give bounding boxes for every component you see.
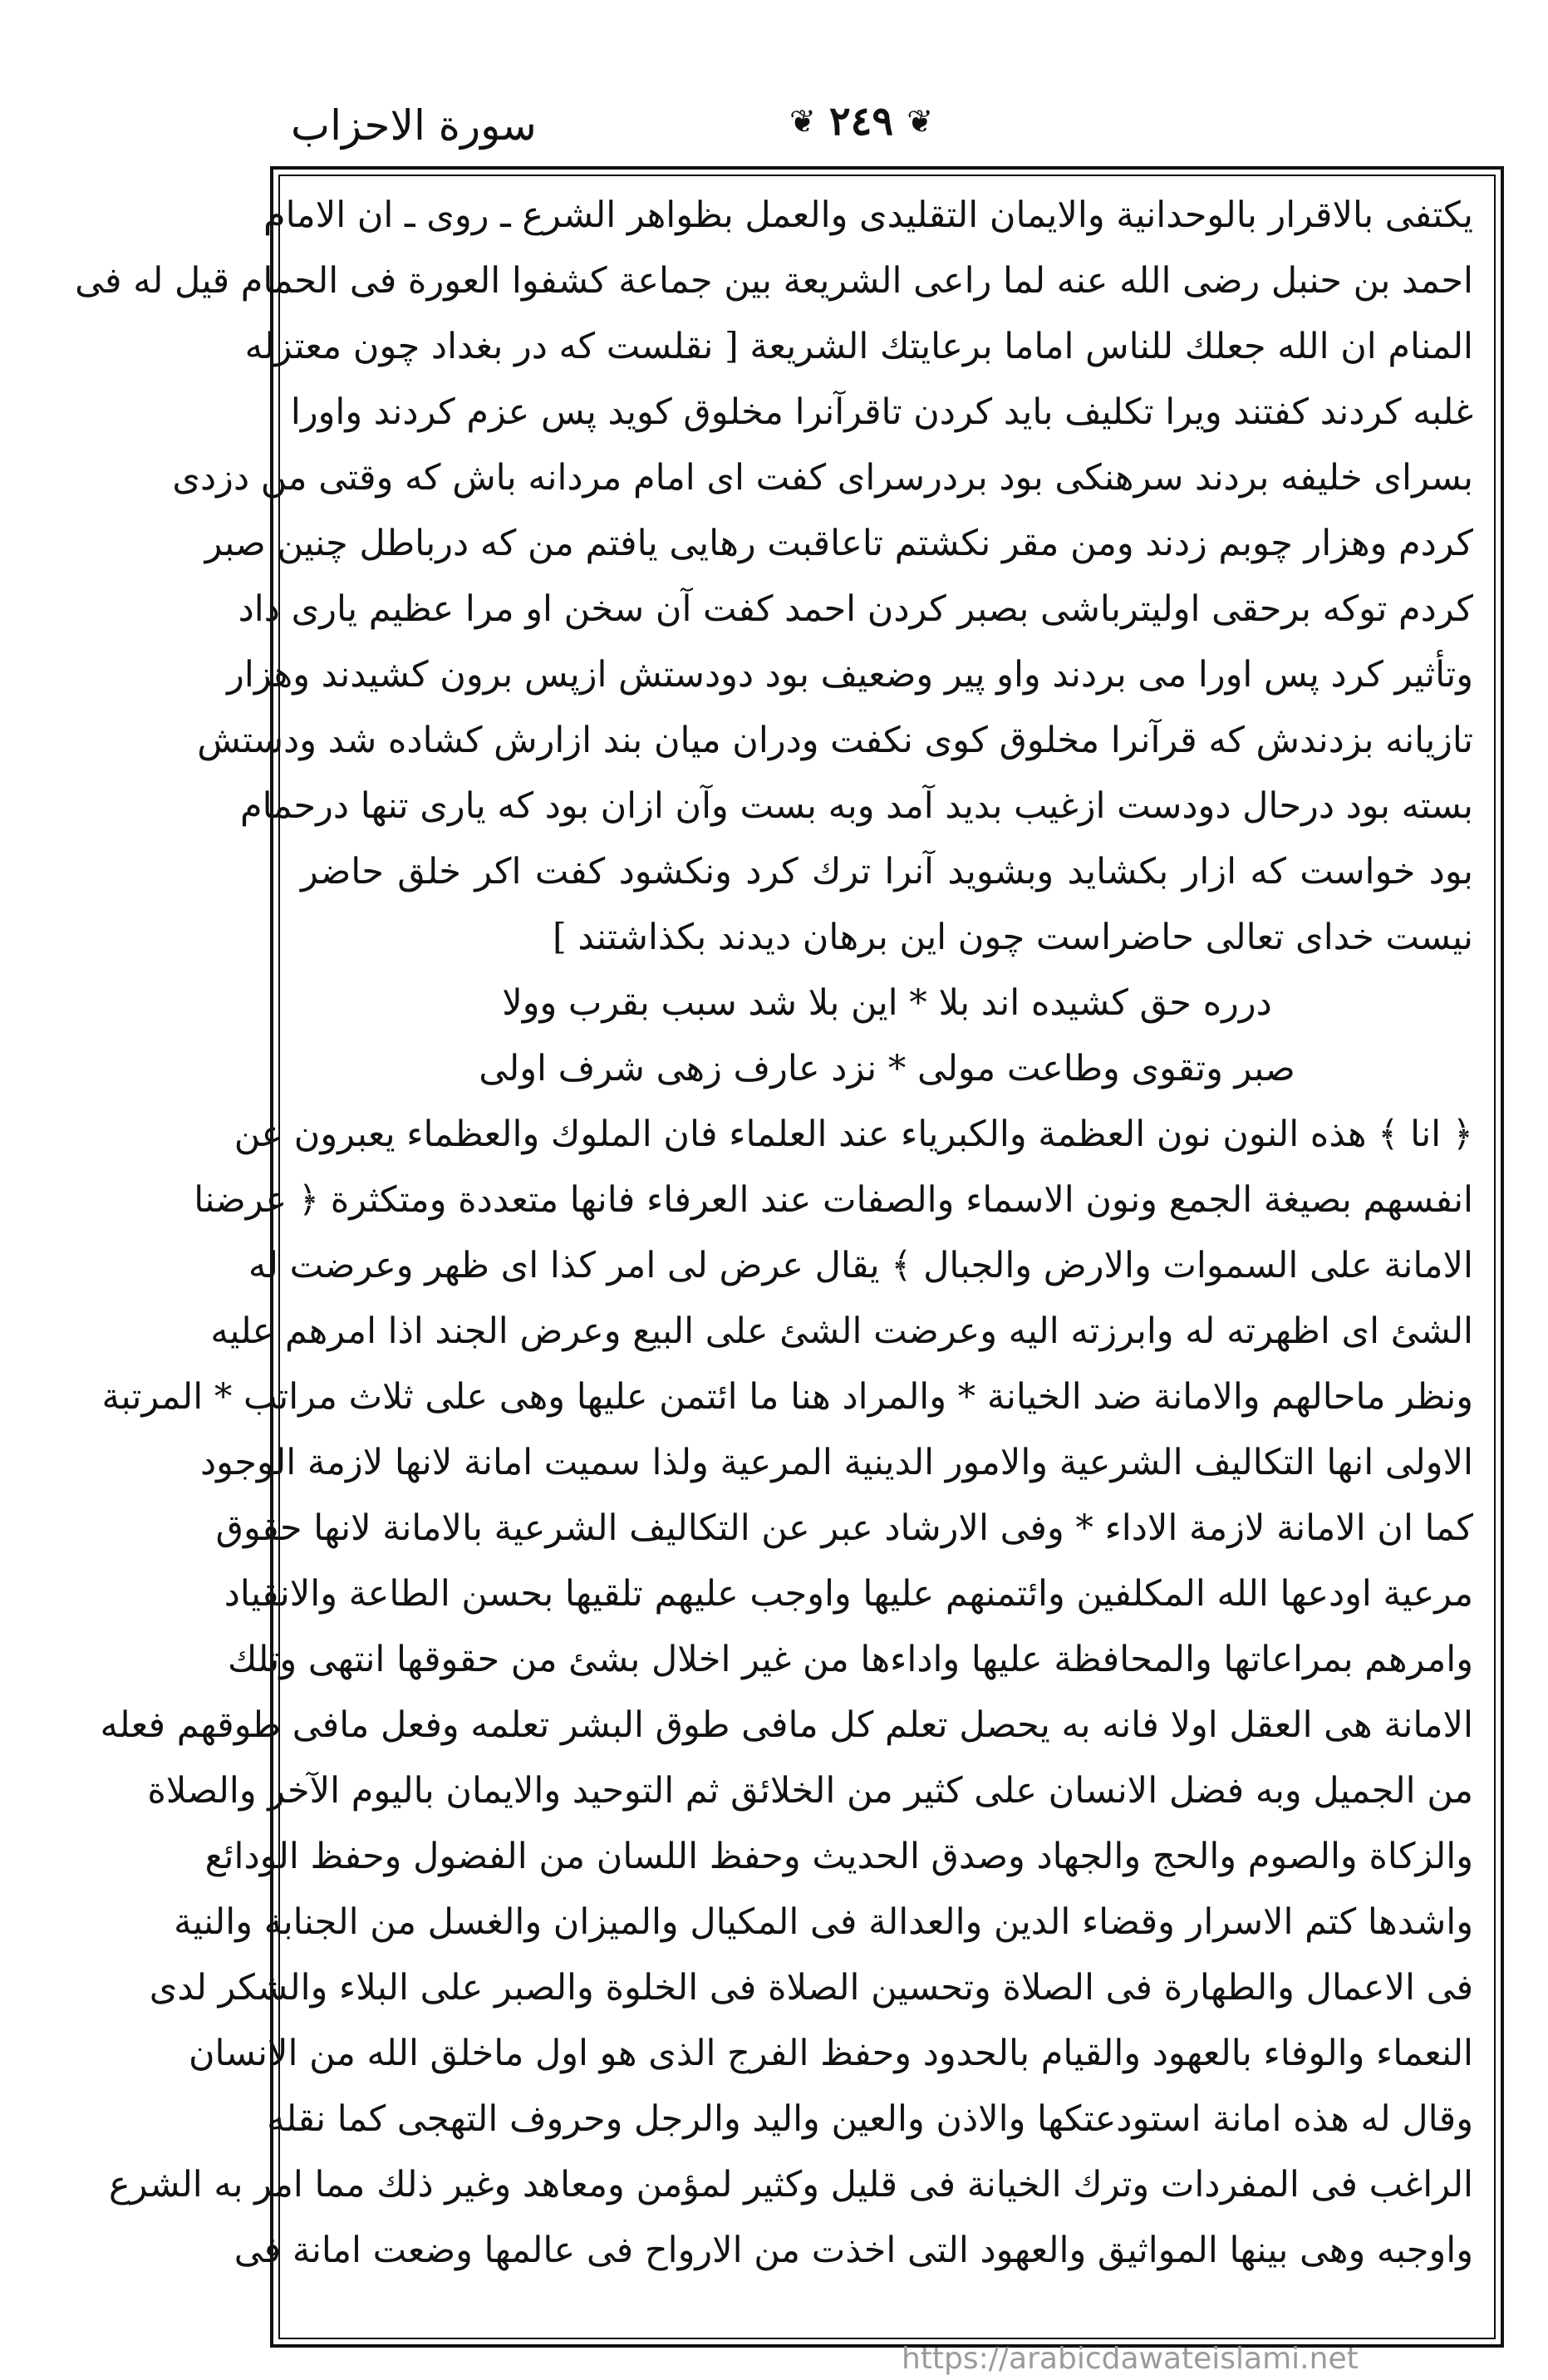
text-line: من الجميل وبه فضل الانسان على كثير من الخلائق ثم التوحيد والايمان باليوم الآخر والصلاة <box>147 1770 1473 1812</box>
text-line: بسته بود درحال دودست ازغيب بديد آمد وبه بست وآن ازان بود كه يارى تنها درحمام <box>239 785 1473 827</box>
text-line: نيست خداى تعالى حاضراست چون اين برهان ديدند بكذاشتند ] <box>552 917 1473 958</box>
source-watermark: https://arabicdawateislami.net <box>902 2342 1359 2376</box>
text-line: كردم توكه برحقى اوليترباشى بصبر كردن احمد كفت آن سخن او مرا عظيم يارى داد <box>238 588 1473 630</box>
text-line: المنام ان الله جعلك للناس اماما برعايتك الشريعة [ نقلست كه در بغداد چون معتزله <box>244 326 1473 367</box>
text-line: الراغب فى المفردات وترك الخيانة فى قليل وكثير لمؤمن ومعاهد وغير ذلك مما امر به الشرع <box>108 2164 1473 2205</box>
text-line: واشدها كتم الاسرار وقضاء الدين والعدالة فى المكيال والميزان والغسل من الجنابة والنية <box>174 1901 1473 1943</box>
text-line: تازيانه بزدندش كه قرآنرا مخلوق كوى نكفت ودران ميان بند ازارش كشاده شد ودستش <box>197 720 1473 761</box>
page-header <box>274 83 1504 166</box>
page-number-group <box>789 98 933 145</box>
text-line: احمد بن حنبل رضى الله عنه لما راعى الشريعة بين جماعة كشفوا العورة فى الحمام قيل له فى <box>75 260 1473 302</box>
text-line: وامرهم بمراعاتها والمحافظة عليها واداءها من غير اخلال بشئ من حقوقها انتهى وتلك <box>227 1639 1473 1680</box>
ornament-icon: ❦ <box>789 103 816 140</box>
text-line: مرعية اودعها الله المكلفين وائتمنهم عليها واوجب عليهم تلقيها بحسن الطاعة والانقياد <box>224 1573 1473 1615</box>
text-line: انفسهم بصيغة الجمع ونون الاسماء والصفات عند العرفاء فانها متعددة ومتكثرة ﴿ عرضنا <box>194 1179 1473 1221</box>
text-line: بود خواست كه ازار بكشايد وبشويد آنرا ترك كرد ونكشود كفت اكر خلق حاضر <box>301 851 1473 893</box>
text-line: فى الاعمال والطهارة فى الصلاة وتحسين الصلاة فى الخلوة والصبر على البلاء والشكر لدى <box>149 1967 1473 2009</box>
text-line: بسراى خليفه بردند سرهنكى بود بردرسراى كفت اى امام مردانه باش كه وقتى من دزدى <box>172 457 1473 499</box>
text-line: كما ان الامانة لازمة الاداء * وفى الارشاد عبر عن التكاليف الشرعية بالامانة لانها حقوق <box>215 1507 1473 1549</box>
text-line: الامانة على السموات والارض والجبال ﴾ يقال عرض لى امر كذا اى ظهر وعرضت له <box>248 1245 1473 1286</box>
text-line: وقال له هذه امانة استودعتكها والاذن والعين واليد والرجل وحروف التهجى كما نقله <box>267 2098 1473 2140</box>
text-line: واوجبه وهى بينها المواثيق والعهود التى اخذت من الارواح فى عالمها وضعت امانة فى <box>233 2230 1473 2271</box>
text-line: كردم وهزار چوبم زدند ومن مقر نكشتم تاعاقبت رهايى يافتم من كه درباطل چنين صبر <box>204 523 1473 564</box>
main-text <box>75 183 1491 2284</box>
text-line: ونظر ماحالهم والامانة ضد الخيانة * والمراد هنا ما ائتمن عليها وهى على ثلاث مراتب * المرتبة <box>101 1376 1473 1418</box>
text-line: يكتفى بالاقرار بالوحدانية والايمان التقليدى والعمل بظواهر الشرع ـ روى ـ ان الامام <box>263 194 1473 236</box>
text-line: والزكاة والصوم والحج والجهاد وصدق الحديث وحفظ اللسان من الفضول وحفظ الودائع <box>204 1836 1473 1877</box>
text-line: ﴿ انا ﴾ هذه النون نون العظمة والكبرياء عند العلماء فان الملوك والعظماء يعبرون عن <box>233 1114 1473 1155</box>
page-number: ٢٤٩ <box>828 98 894 145</box>
text-line: النعماء والوفاء بالعهود والقيام بالحدود وحفظ الفرج الذى هو اول ماخلق الله من الانسان <box>188 2033 1473 2074</box>
surah-title: سورة الاحزاب <box>291 101 537 150</box>
text-line: الشئ اى اظهرته له وابرزته اليه وعرضت الشئ على البيع وعرض الجند اذا امرهم عليه <box>210 1310 1473 1352</box>
ornament-icon: ❦ <box>907 103 934 140</box>
text-line: غلبه كردند كفتند ويرا تكليف بايد كردن تاقرآنرا مخلوق كويد پس عزم كردند واورا <box>290 391 1473 433</box>
text-line: وتأثير كرد پس اورا مى بردند واو پير وضعيف بود دودستش ازپس برون كشيدند وهزار <box>227 654 1473 696</box>
poem-verse: صبر وتقوى وطاعت مولى * نزد عارف زهى شرف اولى <box>479 1048 1295 1089</box>
poem-verse: درره حق كشيده اند بلا * اين بلا شد سبب بقرب وولا <box>502 982 1272 1024</box>
text-line: الاولى انها التكاليف الشرعية والامور الدينية المرعية ولذا سميت امانة لانها لازمة الوجود <box>199 1442 1473 1483</box>
text-line: الامانة هى العقل اولا فانه به يحصل تعلم كل مافى طوق البشر تعلمه وفعل مافى طوقهم فعله <box>100 1704 1473 1746</box>
